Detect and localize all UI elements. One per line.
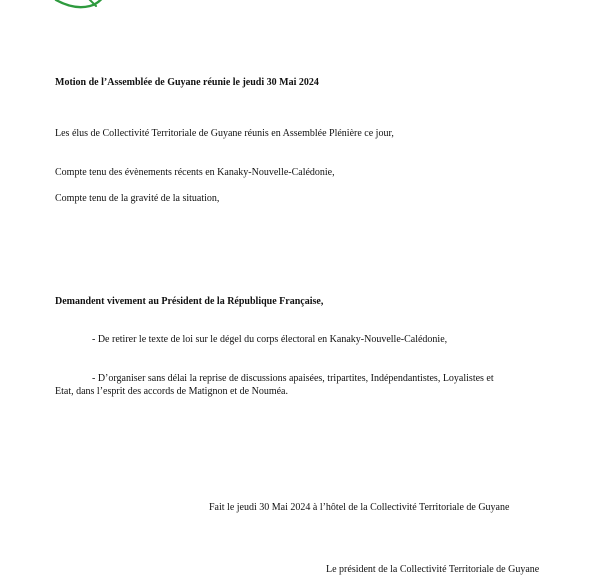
motion-title: Motion de l’Assemblée de Guyane réunie le jeudi 30 Mai 2024	[55, 77, 319, 88]
intro-paragraph: Les élus de Collectivité Territoriale de Guyane réunis en Assemblée Plénière ce jour,	[55, 128, 394, 139]
done-at-statement: Fait le jeudi 30 Mai 2024 à l’hôtel de la Collectivité Territoriale de Guyane	[209, 502, 510, 513]
consideration-events: Compte tenu des évènements récents en Kanaky-Nouvelle-Calédonie,	[55, 167, 335, 178]
demand-item-discussions-line1: - D’organiser sans délai la reprise de discussions apaisées, tripartites, Indépendantistes, Loyalistes et	[92, 373, 494, 384]
signature-line: Le président de la Collectivité Territoriale de Guyane	[326, 564, 540, 575]
demand-heading: Demandent vivement au Président de la République Française,	[55, 296, 324, 307]
demand-item-withdraw-law: - De retirer le texte de loi sur le dégel du corps électoral en Kanaky-Nouvelle-Calédonie,	[92, 334, 448, 345]
consideration-gravity: Compte tenu de la gravité de la situation,	[55, 193, 220, 204]
collectivite-logo-fragment	[54, 0, 110, 10]
demand-item-discussions-line2: Etat, dans l’esprit des accords de Matignon et de Nouméa.	[55, 386, 288, 397]
